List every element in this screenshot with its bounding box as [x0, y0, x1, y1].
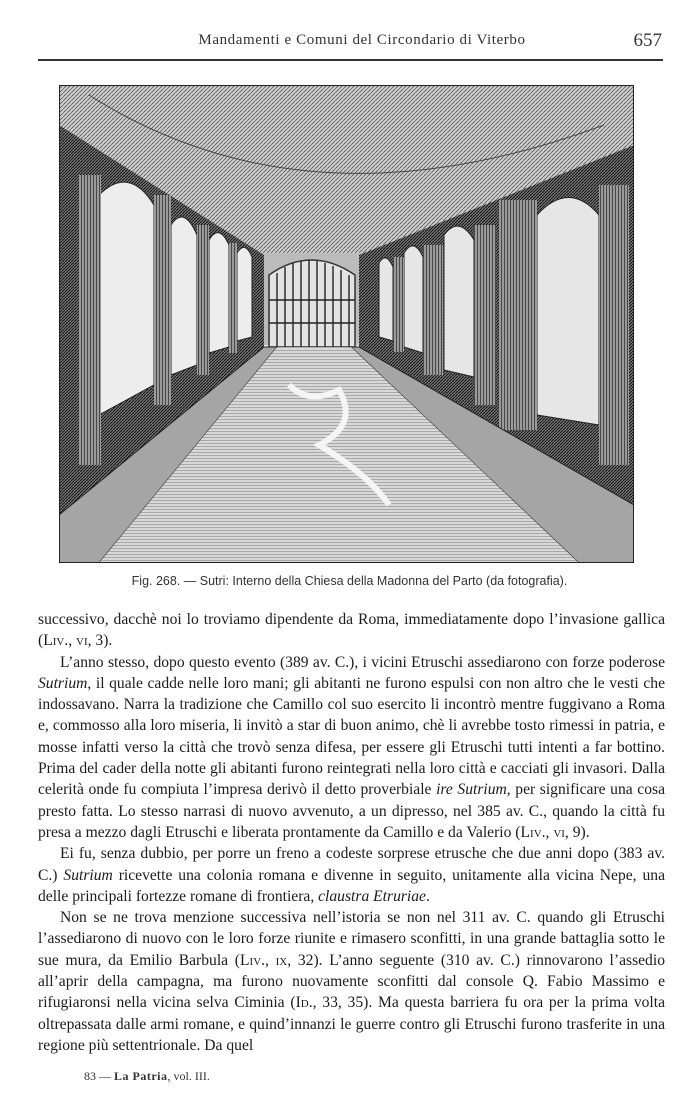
text-run: ).: [103, 632, 113, 650]
citation: Liv., vi, 9: [520, 823, 581, 841]
work-title: La Patria: [114, 1069, 168, 1083]
body-text: [38, 609, 665, 1056]
footer-signature: [84, 1069, 210, 1084]
running-header: [62, 30, 662, 56]
text-run: ). L’anno seguente (310 av. C.) rinnovarono l’assedio all’aprir della campagna, ma furono nuovamente sconfitti dal console Q. Fabio Massimo e rifugiaronsi nella vicina selva Ciminia (: [38, 951, 665, 1012]
page-number: 657: [633, 30, 662, 51]
text-run: L’anno stesso, dopo questo evento (389 av. C.), i vicini Etruschi assediarono con forze poderose: [60, 653, 665, 671]
citation: Liv., ix, 32: [240, 951, 314, 969]
text-run: Ei fu, senza dubbio, per porre un freno a codeste sorprese etrusche che due anni dopo (383 av. C.): [38, 845, 665, 884]
figure-caption: Fig. 268. — Sutri: Interno della Chiesa della Madonna del Parto (da fotografia).: [131, 574, 568, 588]
text-run: ).: [580, 823, 590, 841]
text-run: .: [425, 887, 430, 905]
text-run: successivo, dacchè noi lo troviamo dipendente da Roma, immediatamente dopo l’invasione gallica (: [38, 611, 665, 650]
header-rule: [38, 59, 663, 61]
citation: Liv., vi, 3: [43, 632, 104, 650]
paragraph: [38, 609, 665, 652]
paragraph: [38, 843, 665, 907]
text-run: , per significare una cosa presto fatta. Lo stesso narrasi di nuovo avvenuto, a un dipresso, nel 385 av. C., quando la città fu presa a mezzo dagli Etruschi e liberata prontamente da Camillo e da Valerio (: [38, 781, 665, 841]
proverb: ire Sutrium: [436, 781, 507, 799]
place-name: Sutrium: [38, 674, 88, 692]
citation: Id., 33, 35: [295, 994, 364, 1012]
text-run: Non se ne trova menzione successiva nell’istoria se non nel 311 av. C. quando gli Etruschi l’assediarono di nuovo con le loro forze riunite e rimasero sconfitti, in una grande battaglia sotto le sue mura, da Emilio Barbula (: [38, 909, 665, 969]
text-run: , il quale cadde nelle loro mani; gli abitanti ne furono espulsi con non altro che le vesti che indossavano. Narra la tradizione che Camillo col suo esercito li incontrò mentre fuggivano a Roma e, commosso alla loro miseria, li invitò a star di buon animo, chè li avrebbe tosto rimessi in patria, e mosse infatti verso la città che trovò senza difesa, per essere gli Etruschi tutti intenti a far bottino. Prima del cader della notte gli abitanti furono reintegrati nella loro città e cacciati gli invasori. Dalla celerità onde fu compiuta l’impresa derivò il detto proverbiale: [38, 674, 665, 799]
paragraph: [38, 907, 665, 1056]
figure-engraving: [59, 85, 634, 563]
paragraph: [38, 652, 665, 844]
volume-label: , vol. III.: [167, 1069, 210, 1083]
church-interior-illustration: [59, 85, 634, 563]
place-name: Sutrium: [63, 866, 113, 884]
sheet-number: 83 —: [84, 1069, 111, 1083]
text-run: ). Ma questa barriera fu ora per la prima volta oltrepassata dalle armi romane, e quind’innanzi le guerre contro gli Etruschi furono trasferite in una regione più settentrionale. Da quel: [38, 994, 666, 1054]
running-title: Mandamenti e Comuni del Circondario di Viterbo: [198, 32, 526, 48]
latin-phrase: claustra Etruriae: [318, 887, 426, 905]
text-run: ricevette una colonia romana e divenne in seguito, unitamente alla vicina Nepe, una delle principali fortezze romane di frontiera,: [38, 866, 665, 905]
